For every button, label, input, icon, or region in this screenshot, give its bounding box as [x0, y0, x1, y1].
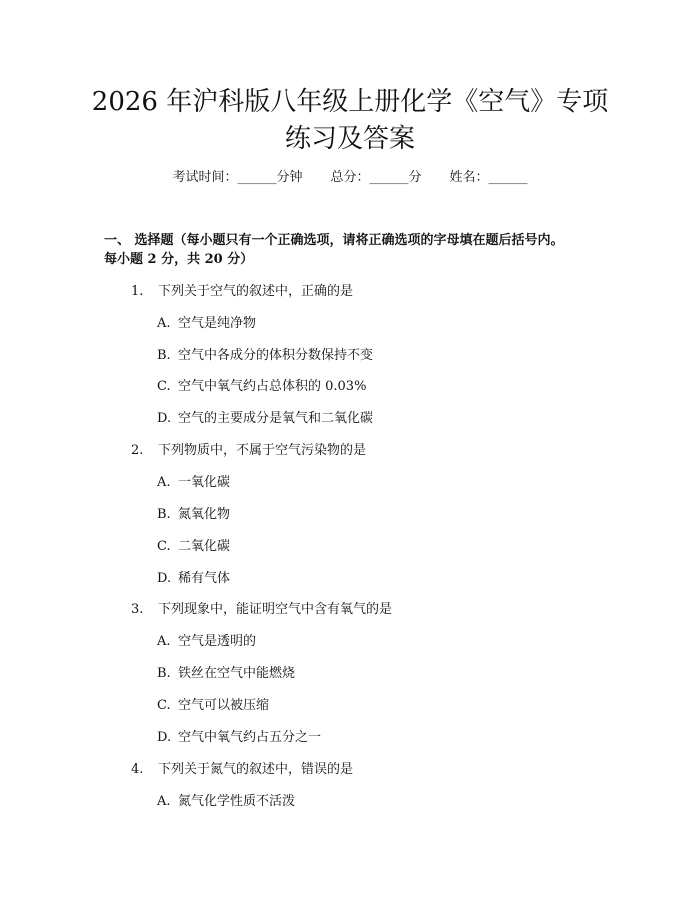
document-title-line2: 练习及答案 [284, 124, 415, 154]
question-1-option-b [157, 346, 373, 366]
question-2-option-d [157, 569, 230, 589]
question-2-option-b [157, 505, 230, 525]
option-text: 空气中各成分的体积分数保持不变 [178, 348, 374, 363]
option-text: 空气中氧气约占总体积的 0.03% [178, 379, 367, 394]
option-letter: D. [157, 730, 172, 745]
option-letter: D. [157, 411, 172, 426]
option-text: 空气的主要成分是氧气和二氧化碳 [178, 411, 374, 426]
option-letter: A. [157, 316, 171, 331]
question-number: 3. [131, 602, 144, 617]
question-stem: 下列关于空气的叙述中，正确的是 [158, 284, 354, 299]
exam-info [0, 168, 700, 188]
option-text: 铁丝在空气中能燃烧 [178, 666, 296, 681]
option-letter: A. [157, 794, 171, 809]
option-letter: C. [157, 539, 171, 554]
option-text: 空气中氧气约占五分之一 [178, 730, 322, 745]
option-letter: A. [157, 475, 171, 490]
question-3-option-b [157, 664, 295, 684]
question-4 [131, 760, 353, 780]
exam-time-label: 考试时间：______分钟 [172, 170, 303, 185]
option-letter: C. [157, 698, 171, 713]
option-text: 氮气化学性质不活泼 [178, 794, 296, 809]
question-1 [131, 282, 353, 302]
question-1-option-c [157, 377, 366, 397]
option-letter: C. [157, 379, 171, 394]
option-text: 空气是纯净物 [178, 316, 257, 331]
option-letter: B. [157, 348, 171, 363]
question-4-option-a [157, 792, 295, 812]
section-heading-line2: 每小题 2 分，共 20 分） [104, 252, 254, 267]
section-heading-line1: 一、 选择题（每小题只有一个正确选项，请将正确选项的字母填在题后括号内。 [104, 233, 564, 248]
total-score-label: 总分：______分 [330, 170, 422, 185]
question-number: 2. [131, 443, 144, 458]
question-3-option-c [157, 696, 269, 716]
question-3-option-a [157, 632, 256, 652]
question-number: 4. [131, 762, 144, 777]
option-text: 一氧化碳 [178, 475, 231, 490]
question-1-option-a [157, 314, 256, 334]
question-stem: 下列关于氮气的叙述中，错误的是 [158, 762, 354, 777]
option-text: 空气是透明的 [178, 634, 257, 649]
student-name-label: 姓名：______ [449, 170, 528, 185]
question-2 [131, 441, 366, 461]
question-3-option-d [157, 728, 321, 748]
option-letter: A. [157, 634, 171, 649]
option-text: 稀有气体 [178, 571, 231, 586]
question-stem: 下列物质中，不属于空气污染物的是 [158, 443, 367, 458]
option-text: 氮氧化物 [178, 507, 231, 522]
question-2-option-c [157, 537, 230, 557]
option-letter: D. [157, 571, 172, 586]
option-letter: B. [157, 666, 171, 681]
option-letter: B. [157, 507, 171, 522]
question-3 [131, 600, 392, 620]
option-text: 空气可以被压缩 [178, 698, 270, 713]
option-text: 二氧化碳 [178, 539, 231, 554]
document-title-line1: 2026 年沪科版八年级上册化学《空气》专项 [91, 87, 609, 117]
question-stem: 下列现象中，能证明空气中含有氧气的是 [158, 602, 393, 617]
question-2-option-a [157, 473, 230, 493]
question-1-option-d [157, 409, 373, 429]
question-number: 1. [131, 284, 144, 299]
